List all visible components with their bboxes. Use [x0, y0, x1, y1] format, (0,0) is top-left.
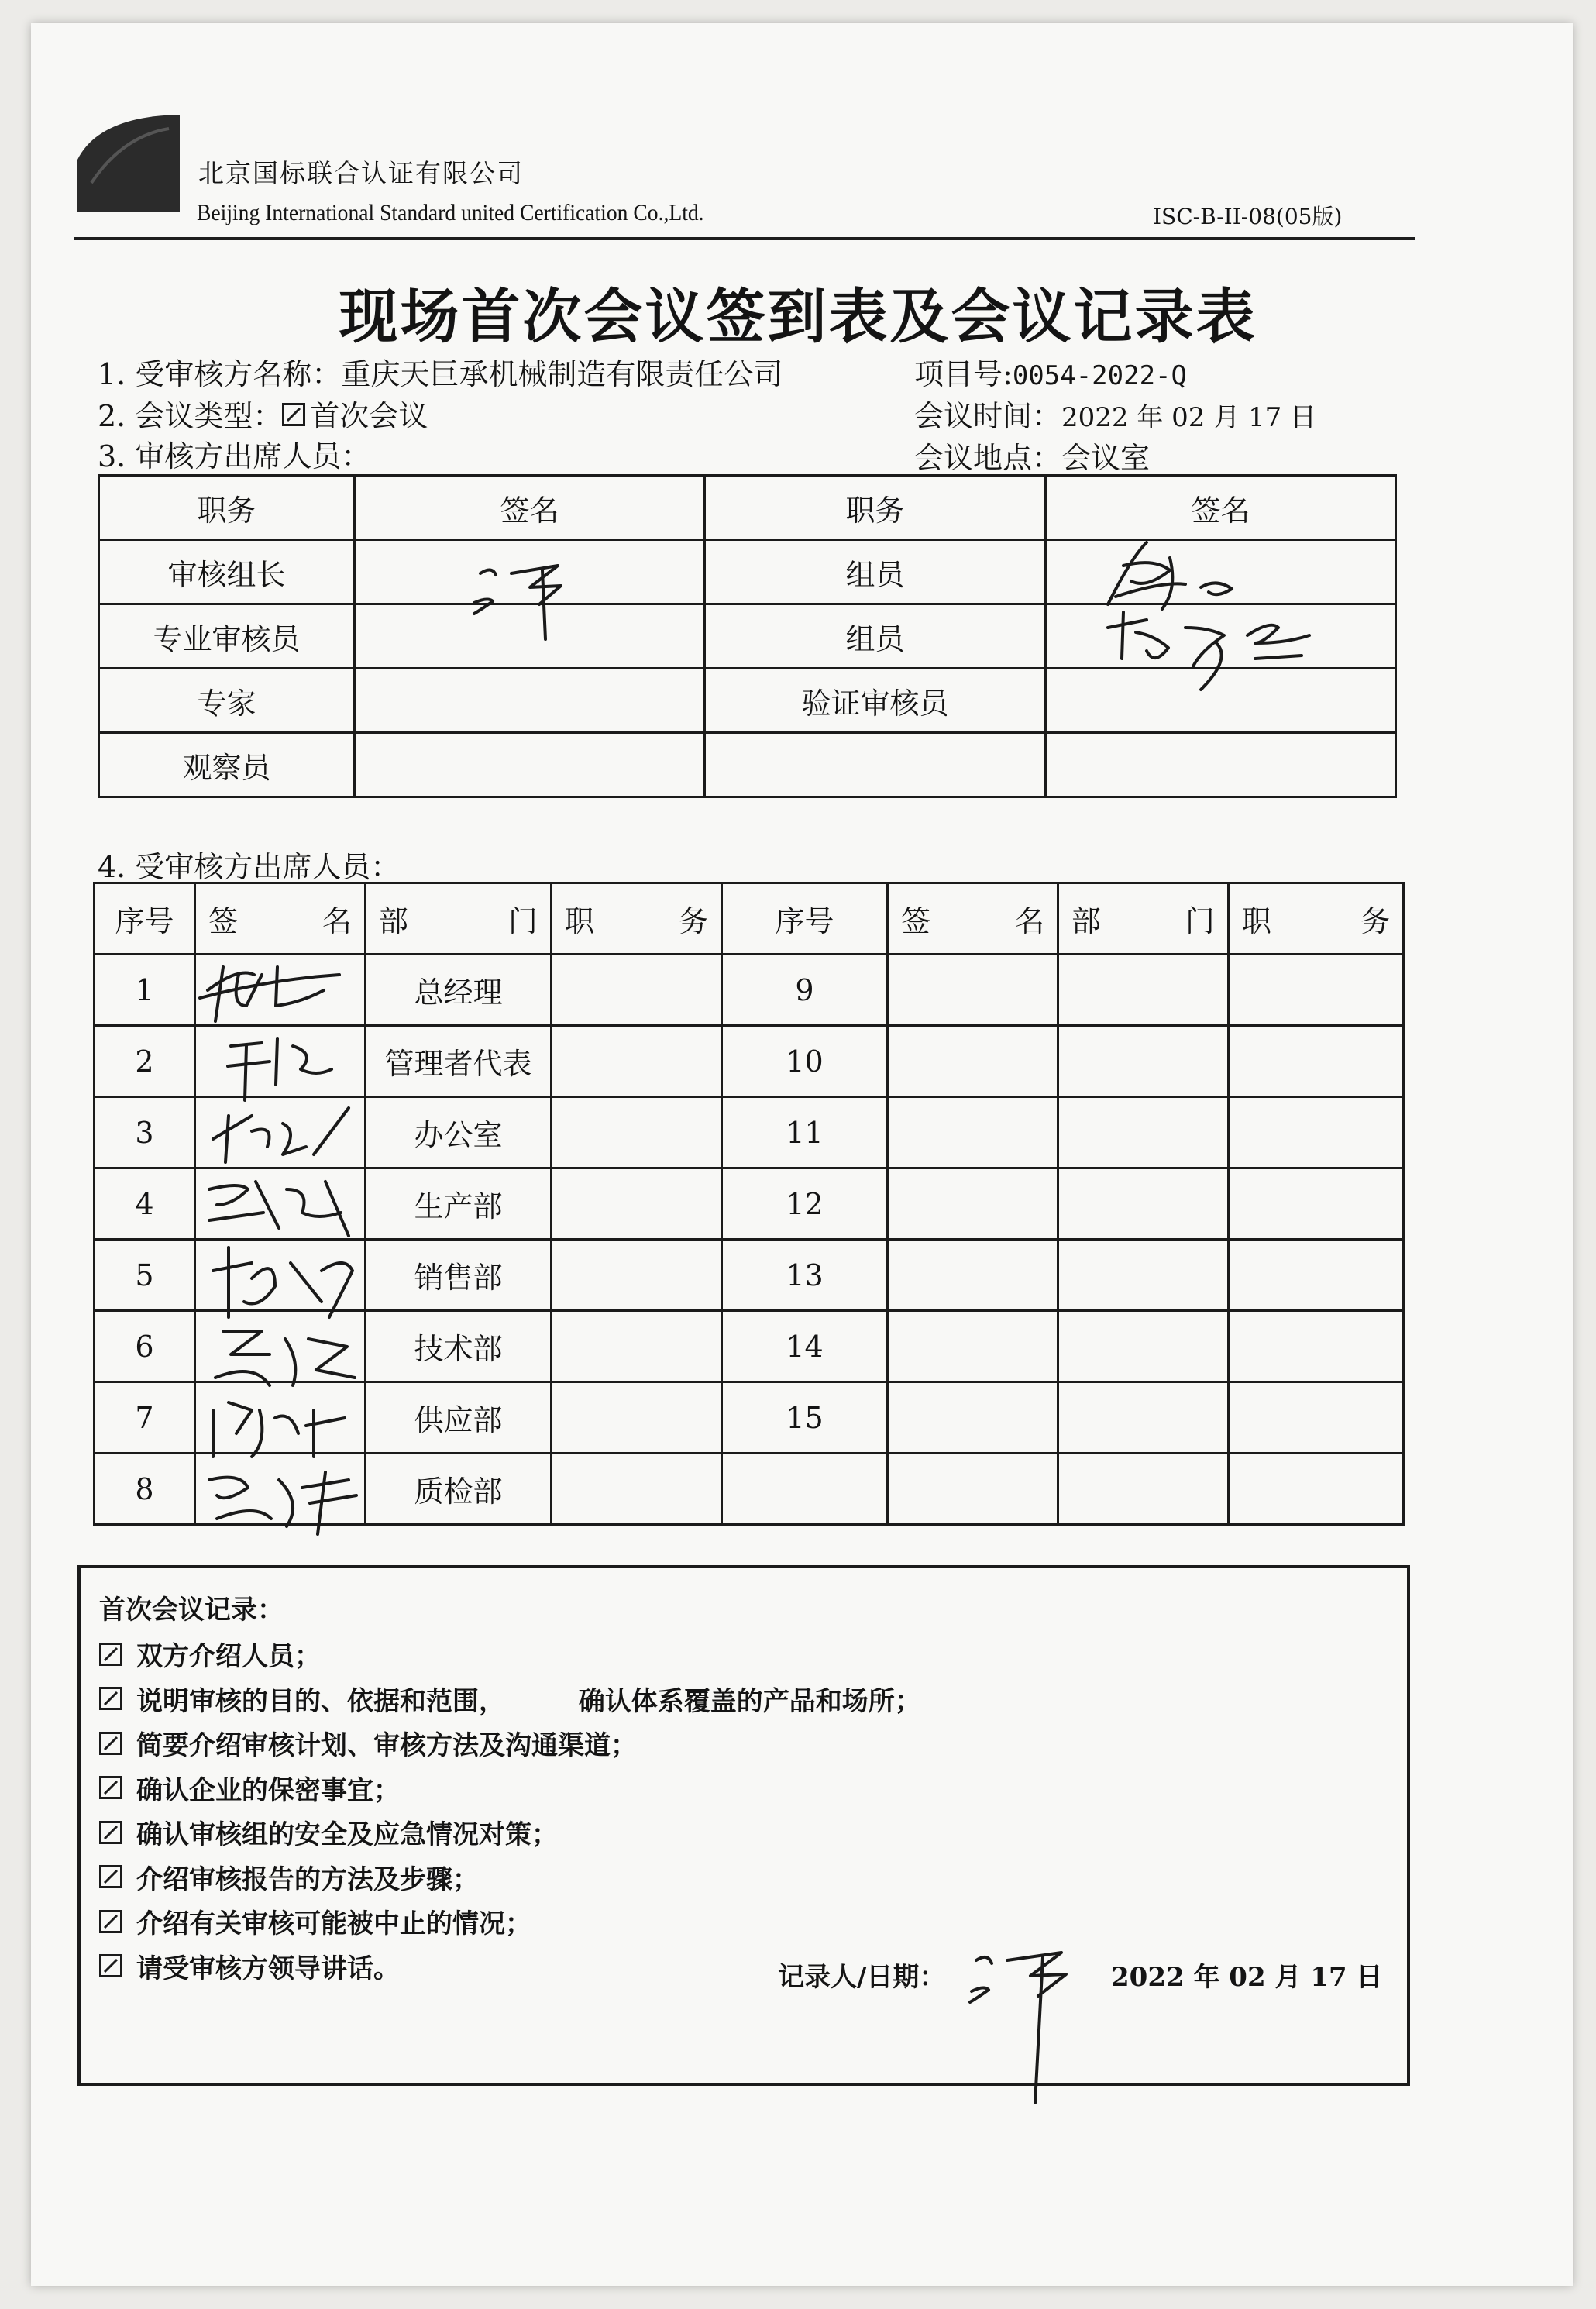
- project-number-line: [914, 350, 1187, 393]
- header-signature: 签名: [355, 476, 705, 540]
- table-header-row: [95, 883, 1404, 955]
- checklist-text: 介绍有关审核可能被中止的情况；: [136, 1908, 531, 1940]
- header-char: 部: [379, 904, 409, 938]
- header-char: 务: [1360, 904, 1390, 938]
- title-cell: [552, 1026, 722, 1097]
- meeting-type-label: 2. 会议类型：: [98, 399, 283, 433]
- header-signature: [195, 883, 366, 955]
- header-char: 门: [507, 904, 538, 938]
- table-header-row: [99, 476, 1396, 540]
- checked-box-icon: [99, 1910, 122, 1933]
- list-item: [99, 1810, 921, 1855]
- meeting-type-checkbox-icon: [282, 403, 305, 426]
- header-signature: [888, 883, 1058, 955]
- serial-cell: 6: [95, 1311, 195, 1382]
- department-cell: [1058, 1168, 1229, 1240]
- recorder-label: 记录人/日期：: [778, 1962, 946, 1993]
- form-code: ISC-B-II-08(05版): [1153, 204, 1343, 229]
- signature-cell: [888, 1026, 1058, 1097]
- signature-cell: [888, 1454, 1058, 1525]
- meeting-time-value: 2022 年 02 月 17 日: [1061, 402, 1317, 433]
- signature-attendee-3: [198, 1093, 353, 1178]
- header-serial: 序号: [722, 883, 888, 955]
- header-char: 签: [901, 904, 931, 938]
- title-cell: [1229, 1382, 1404, 1454]
- list-item: [99, 1855, 921, 1900]
- serial-cell: 9: [722, 955, 888, 1026]
- meeting-type-line: [98, 392, 428, 435]
- signature-attendee-5: [198, 1240, 368, 1325]
- auditor-attendees-label: 3. 审核方出席人员：: [98, 439, 371, 473]
- title-cell: [552, 1168, 722, 1240]
- title-cell: [1229, 1097, 1404, 1168]
- title-cell: [1229, 1240, 1404, 1311]
- signature-attendee-8: [194, 1457, 364, 1542]
- list-item: [99, 1632, 921, 1677]
- department-cell: [1058, 1097, 1229, 1168]
- list-item: [99, 1721, 921, 1766]
- signature-cell: [888, 1382, 1058, 1454]
- checked-box-icon: [99, 1776, 122, 1799]
- department-cell: 生产部: [366, 1168, 552, 1240]
- checklist-text: 确认审核组的安全及应急情况对策；: [136, 1819, 558, 1851]
- title-cell: [1229, 1026, 1404, 1097]
- header-signature-spread: [196, 897, 364, 940]
- list-item: [99, 1766, 921, 1811]
- title-cell: [552, 1097, 722, 1168]
- company-logo-icon: [76, 113, 181, 214]
- checklist-text: 说明审核的目的、依据和范围， 确认体系覆盖的产品和场所；: [136, 1685, 921, 1717]
- title-cell: [552, 1382, 722, 1454]
- header-char: 名: [322, 904, 352, 938]
- header-char: 门: [1185, 904, 1215, 938]
- project-number-value: 0054-2022-Q: [1012, 360, 1187, 391]
- auditee-name-value: 重庆天巨承机械制造有限责任公司: [341, 357, 783, 391]
- signature-cell: [888, 1097, 1058, 1168]
- signature-cell: [888, 1240, 1058, 1311]
- title-cell: [1229, 955, 1404, 1026]
- meeting-time-label: 会议时间：: [914, 399, 1062, 433]
- title-cell: [552, 1311, 722, 1382]
- serial-cell: 3: [95, 1097, 195, 1168]
- signature-cell: [355, 669, 705, 733]
- position-cell: 验证审核员: [705, 669, 1046, 733]
- position-cell: 专业审核员: [99, 604, 355, 669]
- header-position: 职务: [705, 476, 1046, 540]
- position-cell: 审核组长: [99, 540, 355, 604]
- position-cell: 组员: [705, 540, 1046, 604]
- checked-box-icon: [99, 1865, 122, 1888]
- table-row: [99, 733, 1396, 797]
- record-date: 2022 年 02 月 17 日: [1111, 1962, 1383, 1993]
- title-cell: [552, 1240, 722, 1311]
- checked-box-icon: [99, 1954, 122, 1977]
- header-department: [366, 883, 552, 955]
- serial-cell: [722, 1454, 888, 1525]
- header-char: 职: [565, 904, 595, 938]
- department-cell: 供应部: [366, 1382, 552, 1454]
- signature-cell: [1046, 733, 1396, 797]
- checklist-text: 介绍审核报告的方法及步骤；: [136, 1863, 479, 1895]
- meeting-record-box: [77, 1565, 1410, 2086]
- signature-recorder: [961, 1937, 1085, 2115]
- position-cell: [705, 733, 1046, 797]
- record-checklist: [99, 1632, 921, 1988]
- department-cell: [1058, 1311, 1229, 1382]
- department-cell: 销售部: [366, 1240, 552, 1311]
- serial-cell: 7: [95, 1382, 195, 1454]
- company-name-cn: 北京国标联合认证有限公司: [198, 158, 524, 188]
- header-char: 部: [1071, 904, 1102, 938]
- meeting-place-value: 会议室: [1061, 441, 1151, 475]
- title-cell: [1229, 1168, 1404, 1240]
- auditee-name-label: 1. 受审核方名称：: [98, 357, 342, 391]
- list-item: [99, 1677, 921, 1722]
- header-char: 职: [1242, 904, 1272, 938]
- department-cell: 总经理: [366, 955, 552, 1026]
- serial-cell: 5: [95, 1240, 195, 1311]
- title-cell: [552, 1454, 722, 1525]
- signature-cell: [888, 955, 1058, 1026]
- project-number-label: 项目号:: [914, 357, 1013, 391]
- auditee-name-line: [98, 350, 783, 393]
- company-name-en: Beijing International Standard united Certification Co.,Ltd.: [197, 200, 704, 225]
- serial-cell: 8: [95, 1454, 195, 1525]
- checked-box-icon: [99, 1732, 122, 1755]
- meeting-type-value: 首次会议: [310, 399, 428, 433]
- list-item: [99, 1899, 921, 1944]
- checklist-text: 确认企业的保密事宜；: [136, 1774, 400, 1806]
- serial-cell: 15: [722, 1382, 888, 1454]
- meeting-place-line: [914, 434, 1150, 477]
- serial-cell: 13: [722, 1240, 888, 1311]
- header-department-spread: [1059, 897, 1227, 940]
- signature-team-leader: [465, 542, 589, 643]
- position-cell: 专家: [99, 669, 355, 733]
- serial-cell: 14: [722, 1311, 888, 1382]
- header-signature: 签名: [1046, 476, 1396, 540]
- header-serial: 序号: [95, 883, 195, 955]
- department-cell: [1058, 1240, 1229, 1311]
- signature-attendee-4: [194, 1166, 356, 1244]
- page-title: 现场首次会议签到表及会议记录表: [339, 282, 1257, 351]
- header-signature-spread: [889, 897, 1057, 940]
- serial-cell: 12: [722, 1168, 888, 1240]
- serial-cell: 10: [722, 1026, 888, 1097]
- header-divider: [74, 237, 1415, 240]
- title-cell: [1229, 1311, 1404, 1382]
- title-cell: [552, 955, 722, 1026]
- position-cell: 组员: [705, 604, 1046, 669]
- header-position: 职务: [99, 476, 355, 540]
- header-char: 务: [678, 904, 708, 938]
- serial-cell: 11: [722, 1097, 888, 1168]
- header-title-spread: [552, 897, 721, 940]
- department-cell: 办公室: [366, 1097, 552, 1168]
- signature-cell: [888, 1311, 1058, 1382]
- record-title: 首次会议记录：: [99, 1595, 284, 1626]
- serial-cell: 2: [95, 1026, 195, 1097]
- title-cell: [1229, 1454, 1404, 1525]
- header-char: 名: [1014, 904, 1044, 938]
- meeting-time-line: [914, 392, 1316, 435]
- checklist-text: 请受审核方领导讲话。: [136, 1953, 400, 1984]
- checked-box-icon: [99, 1687, 122, 1710]
- header-department-spread: [366, 897, 550, 940]
- header-department: [1058, 883, 1229, 955]
- department-cell: [1058, 955, 1229, 1026]
- department-cell: 技术部: [366, 1311, 552, 1382]
- header-title-spread: [1230, 897, 1402, 940]
- header-title: [552, 883, 722, 955]
- header-char: 签: [208, 904, 239, 938]
- meeting-place-label: 会议地点：: [914, 441, 1062, 475]
- department-cell: [1058, 1454, 1229, 1525]
- checked-box-icon: [99, 1643, 122, 1666]
- serial-cell: 1: [95, 955, 195, 1026]
- serial-cell: 4: [95, 1168, 195, 1240]
- department-cell: 质检部: [366, 1454, 552, 1525]
- auditee-attendees-label: 4. 受审核方出席人员：: [98, 850, 401, 884]
- signature-member-2: [1100, 604, 1325, 697]
- checked-box-icon: [99, 1821, 122, 1844]
- signature-cell: [888, 1168, 1058, 1240]
- checklist-text: 双方介绍人员；: [136, 1641, 321, 1673]
- checklist-text: 简要介绍审核计划、审核方法及沟通渠道；: [136, 1730, 637, 1762]
- department-cell: 管理者代表: [366, 1026, 552, 1097]
- department-cell: [1058, 1026, 1229, 1097]
- department-cell: [1058, 1382, 1229, 1454]
- header-title: [1229, 883, 1404, 955]
- position-cell: 观察员: [99, 733, 355, 797]
- signature-attendee-1: [192, 951, 347, 1029]
- signature-cell: [355, 733, 705, 797]
